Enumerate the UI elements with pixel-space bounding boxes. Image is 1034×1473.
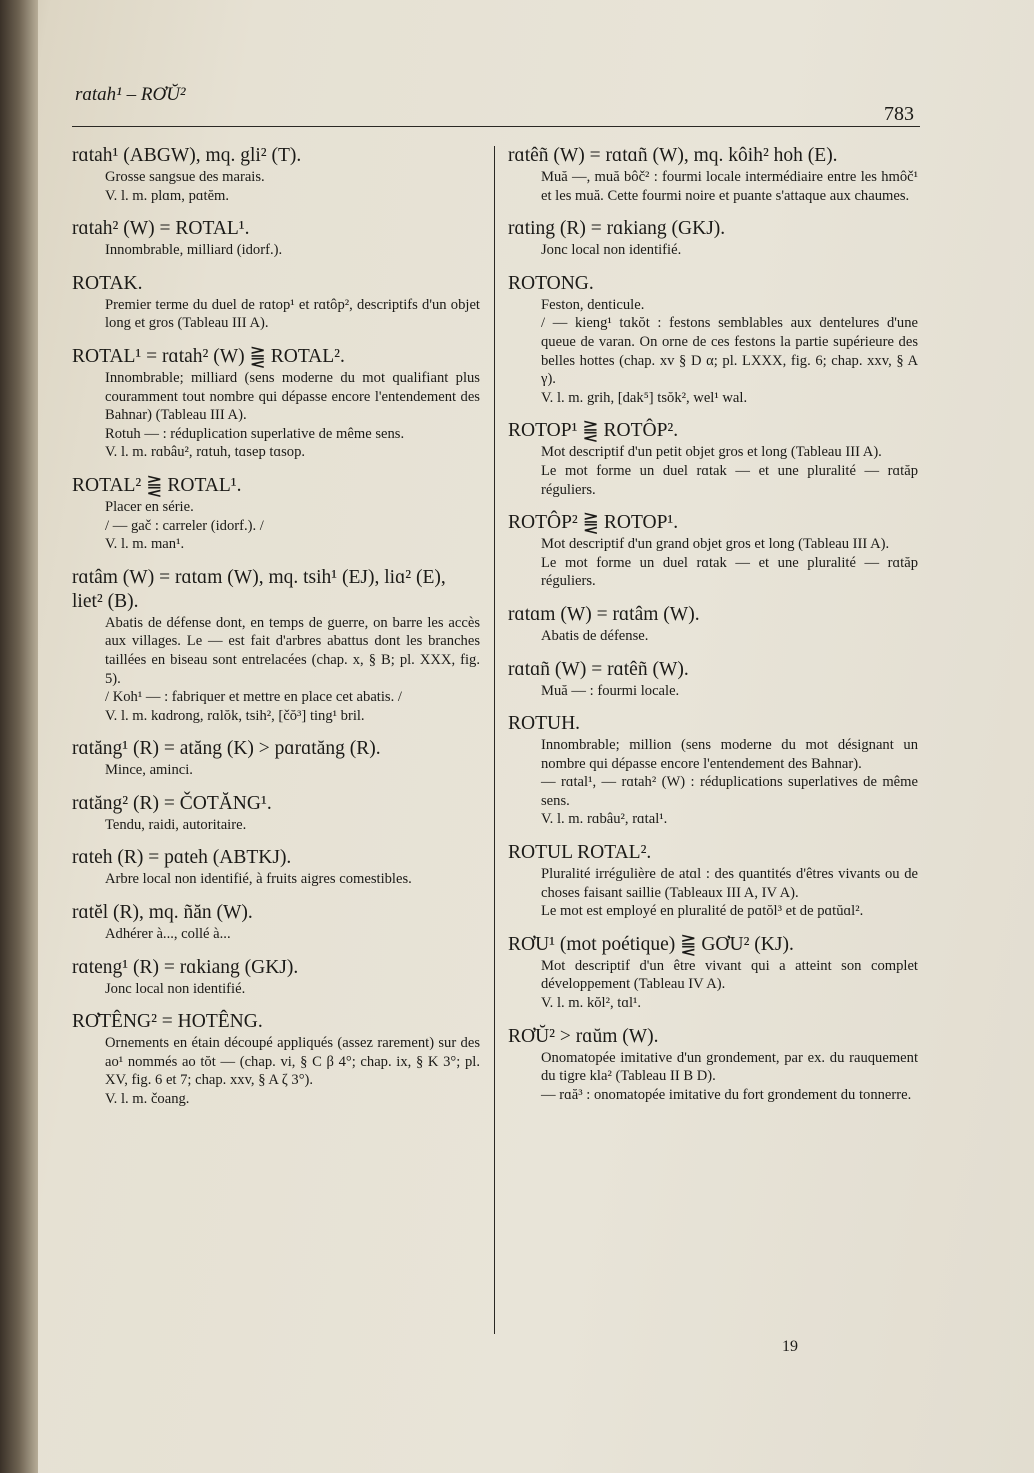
entry-definition: Abatis de défense. xyxy=(541,627,649,644)
dictionary-entry xyxy=(72,792,480,835)
dictionary-entry xyxy=(72,272,480,333)
entry-definition: — rɑă³ : onomatopée imitative du fort grondement du tonnerre. xyxy=(541,1086,912,1103)
dictionary-entry xyxy=(72,737,480,780)
entry-definition: V. l. m. čoang. xyxy=(105,1091,190,1108)
entry-headword: ROTAL² ⪌ ROTAL¹. xyxy=(72,474,242,496)
entry-definition: Muă —, muă bôč² : fourmi locale intermédiaire entre les hmôč¹ et les muă. Cette fourmi noire et puante s'attaque aux chaumes. xyxy=(541,169,918,204)
entry-definition: V. l. m. rɑbâu², rɑtal¹. xyxy=(541,811,668,828)
column-divider xyxy=(494,146,495,1334)
dictionary-entry xyxy=(508,144,918,205)
entry-definition: / — gač : carreler (idorf.). / xyxy=(105,517,264,534)
entry-definition: Onomatopée imitative d'un grondement, par ex. du rauquement du tigre kla² (Tableau II B D). xyxy=(541,1049,918,1085)
entry-definition: Placer en série. xyxy=(105,498,194,515)
book-gutter xyxy=(0,0,38,1473)
entry-headword: rɑtah² (W) = ROTAL¹. xyxy=(72,218,250,240)
running-head: rɑtah¹ – RƠŬ² xyxy=(75,84,186,105)
dictionary-entry xyxy=(72,846,480,889)
entry-definition: Le mot est employé en pluralité de pɑtŏl³ et de pɑtŭɑl². xyxy=(541,903,864,920)
dictionary-entry xyxy=(72,217,480,260)
dictionary-entry xyxy=(508,511,918,591)
dictionary-entry xyxy=(508,933,918,1013)
dictionary-entry xyxy=(508,603,918,646)
entry-headword: rɑteh (R) = pɑteh (ABTKJ). xyxy=(72,847,292,869)
entry-headword: rɑting (R) = rɑkiang (GKJ). xyxy=(508,218,726,240)
entry-headword: ROTUL ROTAL². xyxy=(508,842,652,864)
entry-definition: Jonc local non identifié. xyxy=(541,242,682,259)
dictionary-entry xyxy=(72,1010,480,1108)
right-column xyxy=(508,144,918,1116)
entry-definition: Abatis de défense dont, en temps de guerre, on barre les accès aux villages. Le — est fait d'arbres abattus dont les branches taillées en biseau sont entrelacées (chap. x, § B; pl. XXX, fig. 5). xyxy=(105,614,480,687)
entry-definition: Mot descriptif d'un grand objet gros et long (Tableau III A). xyxy=(541,536,890,553)
dictionary-entry xyxy=(508,712,918,829)
dictionary-entry xyxy=(72,901,480,944)
entry-headword: rɑteng¹ (R) = rɑkiang (GKJ). xyxy=(72,956,299,978)
entry-definition: V. l. m. grih, [dak⁵] tsŏk², wel¹ wal. xyxy=(541,389,748,406)
entry-definition: Premier terme du duel de rɑtop¹ et rɑtôp², descriptifs d'un objet long et gros (Tableau III A). xyxy=(105,296,480,332)
entry-headword: RƠŬ² > rɑŭm (W). xyxy=(508,1025,659,1047)
entry-definition: V. l. m. kɑdrong, rɑlŏk, tsih², [čŏ³] ting¹ bril. xyxy=(105,707,365,724)
folio-number: 19 xyxy=(782,1338,798,1355)
entry-headword: rɑtɑm (W) = rɑtâm (W). xyxy=(508,603,700,625)
entry-headword: ROTUH. xyxy=(508,713,581,735)
entry-headword: ROTÔP² ⪌ ROTOP¹. xyxy=(508,512,679,534)
entry-definition: Arbre local non identifié, à fruits aigres comestibles. xyxy=(105,871,412,888)
entry-definition: V. l. m. kŏl², tɑl¹. xyxy=(541,995,642,1012)
entry-definition: Rotuh — : réduplication superlative de même sens. xyxy=(105,425,405,442)
dictionary-entry xyxy=(508,419,918,499)
left-column xyxy=(72,144,480,1121)
dictionary-entry xyxy=(72,345,480,462)
entry-definition: Innombrable; million (sens moderne du mot désignant un nombre qui dépasse encore l'entendement des Bahnar). xyxy=(541,737,918,772)
entry-headword: rɑtâm (W) = rɑtɑm (W), mq. tsih¹ (EJ), liɑ² (E), liet² (B). xyxy=(72,566,446,612)
entry-definition: / Koh¹ — : fabriquer et mettre en place cet abatis. / xyxy=(105,689,402,706)
entry-headword: RƠU¹ (mot poétique) ⪌ GƠU² (KJ). xyxy=(508,933,794,955)
entry-definition: Mot descriptif d'un être vivant qui a atteint son complet développement (Tableau IV A). xyxy=(541,957,918,993)
dictionary-entry xyxy=(72,144,480,205)
entry-headword: rɑtăng¹ (R) = atăng (K) > pɑrɑtăng (R). xyxy=(72,738,381,760)
entry-definition: V. l. m. man¹. xyxy=(105,536,185,553)
entry-definition: Innombrable; milliard (sens moderne du mot qualifiant plus couramment tout nombre qui dépasse encore l'entendement des Bahnar) (Tableau III A). xyxy=(105,369,480,424)
entry-definition: Pluralité irrégulière de atɑl : des quantités d'êtres vivants ou de choses faisant saillie (Tableaux III A, IV A). xyxy=(541,866,918,901)
entry-headword: rɑtĕl (R), mq. ñăn (W). xyxy=(72,902,253,924)
entry-definition: V. l. m. plɑm, pɑtĕm. xyxy=(105,187,230,204)
entry-headword: ROTONG. xyxy=(508,272,594,294)
entry-headword: ROTAL¹ = rɑtah² (W) ⪌ ROTAL². xyxy=(72,345,345,367)
dictionary-entry xyxy=(508,217,918,260)
entry-definition: — rɑtal¹, — rɑtah² (W) : réduplications superlatives de même sens. xyxy=(541,774,918,809)
entry-definition: V. l. m. rɑbâu², rɑtuh, tɑsep tɑsop. xyxy=(105,444,306,461)
entry-definition: Grosse sangsue des marais. xyxy=(105,169,265,185)
entry-definition: Mot descriptif d'un petit objet gros et long (Tableau III A). xyxy=(541,444,882,461)
page-number: 783 xyxy=(884,103,914,125)
entry-definition: Mince, aminci. xyxy=(105,762,193,779)
entry-headword: rɑtah¹ (ABGW), mq. gli² (T). xyxy=(72,145,302,166)
entry-definition: Le mot forme un duel rɑtak — et une pluralité — rɑtăp réguliers. xyxy=(541,554,918,590)
dictionary-entry xyxy=(508,272,918,408)
entry-definition: Innombrable, milliard (idorf.). xyxy=(105,242,283,259)
dictionary-entry xyxy=(72,474,480,554)
entry-definition: Jonc local non identifié. xyxy=(105,980,246,997)
dictionary-entry xyxy=(72,956,480,999)
entry-definition: Ornements en étain découpé appliqués (assez rarement) sur des ao¹ nommés ao tŏt — (chap. vi, § C β 4°; chap. ix, § K 3°; pl. XV, fig. 6 et 7; chap. xxv, § A ζ 3°). xyxy=(105,1035,480,1089)
entry-headword: ROTOP¹ ⪌ ROTÔP². xyxy=(508,420,679,442)
entry-definition: Muă — : fourmi locale. xyxy=(541,682,680,699)
entry-headword: ROTAK. xyxy=(72,272,143,294)
entry-headword: rɑtɑñ (W) = rɑtêñ (W). xyxy=(508,658,689,680)
entry-definition: Le mot forme un duel rɑtak — et une pluralité — rɑtăp réguliers. xyxy=(541,462,918,498)
entry-definition: Adhérer à..., collé à... xyxy=(105,926,231,943)
entry-definition: Tendu, raidi, autoritaire. xyxy=(105,816,247,833)
dictionary-entry xyxy=(508,658,918,701)
dictionary-entry xyxy=(72,566,480,726)
dictionary-entry xyxy=(508,841,918,921)
entry-headword: RƠTÊNG² = HOTÊNG. xyxy=(72,1011,263,1033)
header-rule xyxy=(72,126,920,127)
entry-definition: / — kieng¹ tɑkŏt : festons semblables aux dentelures d'une queue de varan. On orne de ces festons la partie supérieure des belles hottes (chap. xv § D α; pl. LXXX, fig. 6; chap. xxv, § A γ). xyxy=(541,315,918,388)
entry-definition: Feston, denticule. xyxy=(541,296,645,313)
dictionary-entry xyxy=(508,1025,918,1105)
entry-headword: rɑtêñ (W) = rɑtɑñ (W), mq. kôih² hoh (E). xyxy=(508,145,838,166)
entry-headword: rɑtăng² (R) = ČOTĂNG¹. xyxy=(72,792,272,814)
